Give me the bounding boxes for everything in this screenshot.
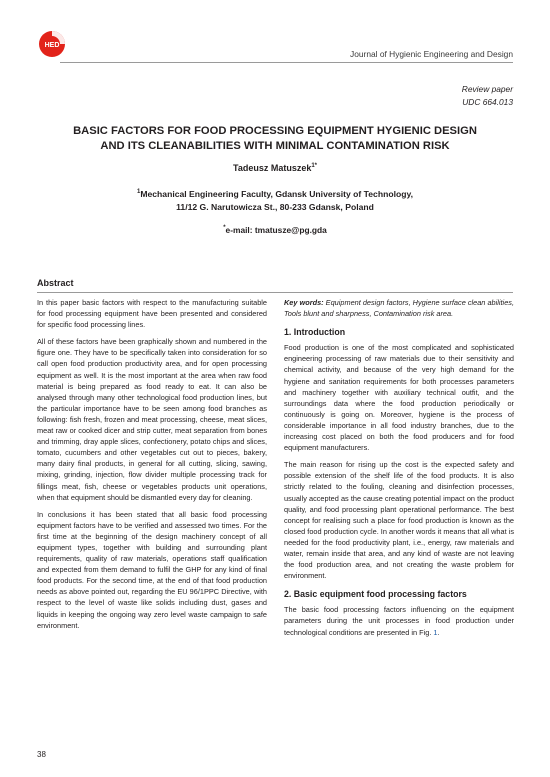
hed-logo: [38, 30, 66, 58]
email-sup: *: [223, 225, 226, 232]
section-2-heading: 2. Basic equipment food processing factors: [284, 589, 467, 600]
section-2-text: The basic food processing factors influencing on the equipment parameters during the unit processes in food production under technological conditions are presented in Fig.: [284, 605, 514, 637]
left-column: [37, 297, 267, 637]
abstract-rule: [37, 292, 513, 293]
keywords-label: Key words:: [284, 298, 324, 307]
title-line-1: BASIC FACTORS FOR FOOD PROCESSING EQUIPMENT HYGIENIC DESIGN: [73, 125, 477, 137]
section-2-paragraph-1: [284, 604, 514, 637]
paper-type: Review paper: [461, 84, 513, 94]
udc-code: UDC 664.013: [462, 97, 513, 107]
section-1-paragraph-1: Food production is one of the most complicated and sophisticated engineering processing of raw materials due to their sensitivity and chemical activity, and because of the very high demand for the hygiene and sanitation requirements for both processes parameters and machinery together with auxiliary technical outfit, and the surroundings data where the food production periodically or continuously is going on. Moreover, hygiene is the process of considerable importance in all food industry branches, due to the increasing cost placed on both the food producers and for food equipment manufacturers.: [284, 343, 514, 453]
page-number: 38: [37, 750, 46, 759]
keywords-text: Equipment design factors, Hygiene surface clean abilities, Tools blunt and sharpness, Contamination risk area.: [284, 298, 514, 319]
header-rule: [60, 62, 513, 63]
section-2-end: .: [437, 627, 440, 637]
author-sup: 1*: [311, 163, 318, 169]
abstract-paragraph-1: In this paper basic factors with respect to the manufacturing suitable for food processing equipment have been presented and considered for specific food processing lines.: [37, 298, 267, 330]
section-1-paragraph-2: The main reason for rising up the cost is the expected safety and possible extension of the shelf life of the food products. It is also strictly related to the fouling, cleaning and disinfection processes, usually accepted as the cause creating potential impact on the product quality, and food processing plant operational performance. The best concept for realising such a place for food production is known as the closed food production cycle. In another words it means that all what is needed for the food productivity plant, i.e., energy, raw materials and water, remain inside that area, and any kind of waste are not leaving the food production area, and not creating the waste problem for environment.: [284, 460, 514, 581]
section-1-heading: 1. Introduction: [284, 327, 346, 338]
title-line-2: AND ITS CLEANABILITIES WITH MINIMAL CONTAMINATION RISK: [100, 140, 450, 152]
abstract-paragraph-3: In conclusions it has been stated that all basic food processing equipment factors have to be verified and assessed two times. For the first time at the beginning of the design machinery concept of all equipment types, together with building and surrounding plant requirements, quality of raw materials, operations staff qualification and expected from them demand to fulfil the GHP for any kind of final food products. For the second time, at the end of that food production needs as above pointed out, regarding the EU 96/1PPC Directive, with respect to the level of waste like solids including dust, gases and liquids in keeping the ongoing way zero level waste campaign to safe environment.: [37, 509, 267, 630]
keywords: [284, 297, 514, 319]
email: [0, 225, 550, 235]
abstract-paragraph-2: All of these factors have been graphically shown and numbered in the figure one. They have to be specifically taken into consideration for so call open food production productivity area, and for open processing equipment as well. It is the most important at the area when raw food material is being prepared as food ready to eat. It can also be analysed through many other technological food production lines, but the particular importance have to be seen among food branches as following: fish fresh, frozen and meat processing, cheese, meat slices, meat raw or cooked dicer and strip cutter, meat separation from bones and trimming, dray apple slices, confectionery, potato chips and slices, tomato, cucumbers and other vegetables cut out to pieces, bakery, many dairy final products, in general for all cutting, slicing, sawing, mixing, grinding, injection, flow divider multiple processing track for fillings meat, fish, cheese or vegetables products unit operations, when that equipment should be dismantled every day for cleaning.: [37, 337, 267, 502]
affil-sup: 1: [136, 189, 141, 195]
affiliation: [0, 186, 550, 214]
author: [0, 163, 550, 173]
email-address[interactable]: e-mail: tmatusze@pg.gda: [225, 225, 327, 235]
right-column: [284, 297, 514, 644]
logo-text: HED: [44, 42, 60, 49]
paper-meta: [462, 83, 513, 109]
abstract-heading: Abstract: [37, 278, 74, 288]
figure-1-link[interactable]: 1: [433, 627, 438, 637]
author-name: Tadeusz Matuszek: [232, 163, 312, 173]
affil-line-2: 11/12 G. Narutowicza St., 80-233 Gdansk, Poland: [176, 201, 374, 212]
article-title: [37, 124, 513, 154]
journal-name: Journal of Hygienic Engineering and Design: [350, 49, 513, 59]
affil-line-1: Mechanical Engineering Faculty, Gdansk University of Technology,: [140, 188, 413, 199]
